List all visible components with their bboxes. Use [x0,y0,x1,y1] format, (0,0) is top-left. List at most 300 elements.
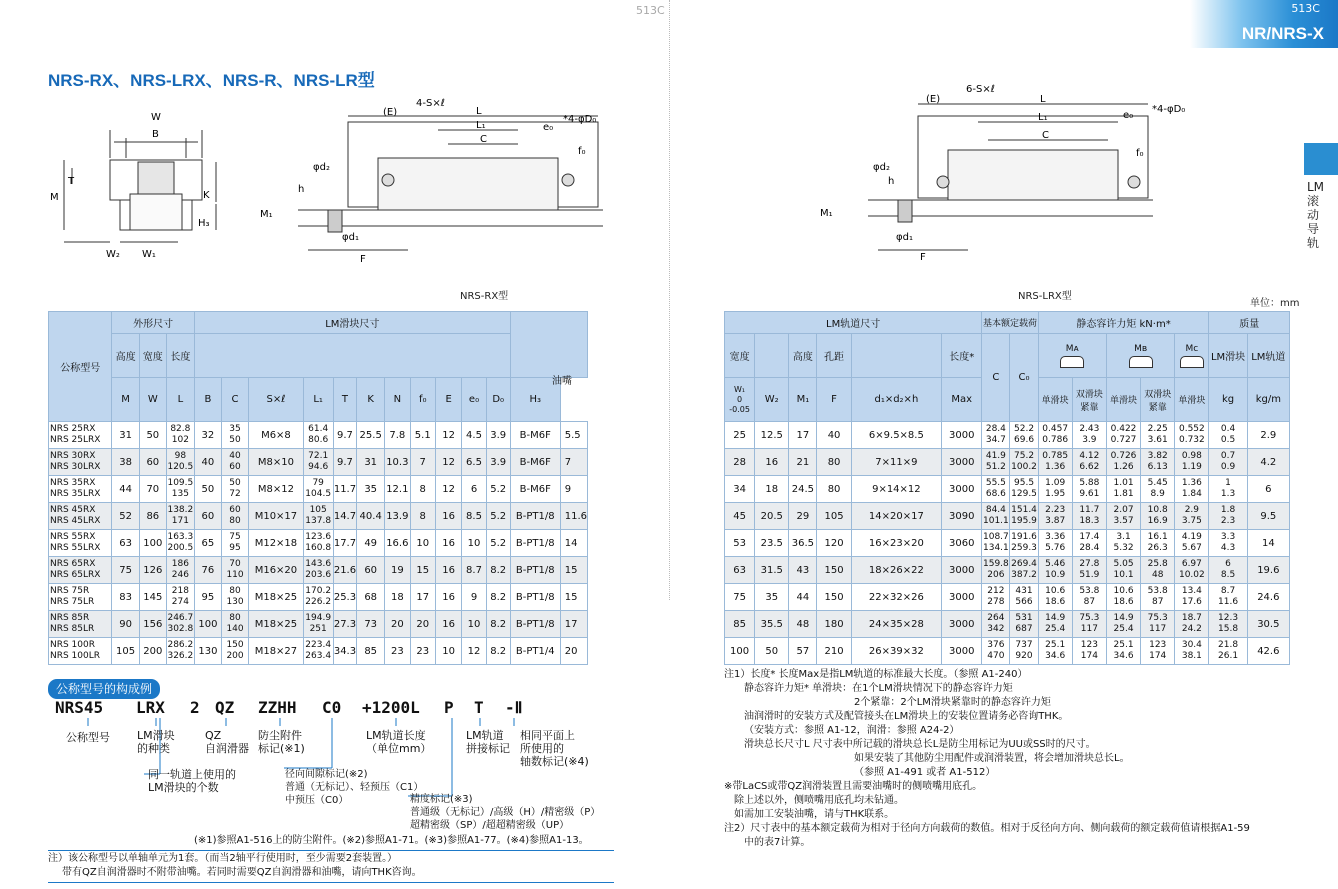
cell-line: 61.4 [308,424,329,434]
cell-line: 123 [1080,640,1098,650]
cell-line: 251 [309,624,327,634]
cell-line: 1.36 [1045,462,1066,472]
cell-kgm: 19.6 [1247,557,1289,584]
cell-line: 3.61 [1147,435,1168,445]
note-line: （参照 A1-491 或者 A1-512） [854,767,996,778]
th-symbol-r: 单滑块 [1175,378,1209,422]
table-row [49,422,588,449]
cell-max: 3000 [942,611,982,638]
cell-line: 1.09 [1045,478,1066,488]
cell-line: 72 [229,489,241,499]
cell-line: 38.1 [1181,651,1202,661]
moment-diagram-icon [1180,356,1204,368]
cell-d: 24×35×28 [851,611,941,638]
cell-W2: 23.5 [755,530,789,557]
cell-line: 269.4 [1011,559,1037,569]
cell-line: 212 [987,586,1005,596]
label-clearance-3: 中预压（C0） [285,795,349,806]
label-axis-3: 轴数标记(※4) [520,755,589,768]
cell-T: 25.3 [333,584,357,611]
cell-T: 11.7 [333,476,357,503]
cell-grease: B-PT1/8 [510,503,560,530]
label-accuracy-2: 普通级（无标记）/高级（H）/精密级（P） [410,807,601,818]
cell-C [222,476,249,503]
th-grease [510,312,587,378]
cell-line: 0.422 [1110,424,1137,434]
cell-f0: 15 [410,557,435,584]
cell-line: 1.81 [1113,489,1134,499]
cell-kg [1209,422,1247,449]
cell-MB2 [1141,530,1175,557]
th-symbol: M [112,378,139,422]
cell-model [49,584,112,611]
cell-W: 100 [139,530,166,557]
cell-MA2 [1072,449,1106,476]
cell-T: 14.7 [333,503,357,530]
label-seal-2: 标记(※1) [258,742,305,755]
cell-e0: 9 [462,584,486,611]
th-symbol-r: M₁ [789,378,817,422]
label-seal [258,729,305,755]
cell-kg [1209,557,1247,584]
cell-line: 246.7 [167,613,194,623]
cell-line: 105 [309,505,327,515]
cell-grease: B-PT1/8 [510,584,560,611]
th-symbol-r: 双滑块紧靠 [1072,378,1106,422]
dim-label-d2: φd₂ [313,162,330,173]
table-row [49,638,588,665]
page-number-right: 513C [1291,2,1320,15]
label-type-1: LM滑块 [137,729,175,742]
cell-W1: 63 [725,557,755,584]
label-clearance-1: 径向间隙标记(※2) [285,769,368,780]
cell-line: 34.6 [1113,651,1134,661]
cell-line: 11.6 [1218,597,1239,607]
cell-line: 203.6 [305,570,332,580]
cell-W1: 53 [725,530,755,557]
notes-right [724,668,1284,850]
label-accuracy-3: 超精密级（SP）/超超精密级（UP） [410,820,570,831]
cell-line: 195.9 [1011,516,1037,526]
note-line: 注2）尺寸表中的基本额定载荷为相对于径向方向载荷的数值。相对于反径向方向、侧向载荷的额定载荷值请根据A1-59 [724,823,1250,834]
cell-M: 83 [112,584,139,611]
table-row [725,476,1290,503]
cell-C [222,611,249,638]
cell-F: 105 [817,503,851,530]
cell-T: 21.6 [333,557,357,584]
cell-line: 1.19 [1181,462,1202,472]
cell-N: 18 [384,584,410,611]
th-symbol-r: 单滑块 [1038,378,1072,422]
th-symbol-r: 双滑块紧靠 [1141,378,1175,422]
th-symbol-r: F [817,378,851,422]
cell-MC [1175,449,1209,476]
cell-kgm: 9.5 [1247,503,1289,530]
cell-M: 90 [112,611,139,638]
model-line: NRS 45LRX [50,516,101,526]
cell-B: 60 [194,503,221,530]
model-line: NRS 25RX [50,424,96,434]
cell-line: 16.1 [1147,532,1168,542]
cell-line: 8.5 [1220,570,1236,580]
th-rating-sub: C₀ [1010,334,1038,422]
cell-line: 737 [1015,640,1033,650]
cell-line: 174 [1149,651,1167,661]
cell-MB1 [1106,449,1140,476]
cell-kgm: 6 [1247,476,1289,503]
cell-L [166,557,194,584]
cell-C [982,503,1010,530]
cell-model [49,449,112,476]
cell-line: 70 [229,559,241,569]
cell-line: 80 [229,613,241,623]
code-segment: NRS45 [55,698,104,717]
cell-K: 31 [357,449,385,476]
note-divider-bottom [48,882,614,883]
cell-line: 100.2 [1011,462,1037,472]
cell-line: 0.98 [1181,451,1202,461]
cell-model [49,422,112,449]
cell-line: 200 [226,651,244,661]
cell-M1: 44 [789,584,817,611]
cell-C [982,449,1010,476]
label-accuracy-1: 精度标记(※3) [410,794,473,805]
cell-W: 200 [139,638,166,665]
table-row [725,638,1290,665]
cell-W: 126 [139,557,166,584]
cell-kgm: 42.6 [1247,638,1289,665]
cell-L1 [303,638,333,665]
th-symbol-r: Max [942,378,982,422]
cell-C0 [1010,557,1038,584]
cell-line: 80 [229,586,241,596]
cell-M: 31 [112,422,139,449]
label-qz-1: QZ [205,729,222,742]
cell-W1: 25 [725,422,755,449]
table-row [725,557,1290,584]
cell-f0: 8 [410,476,435,503]
cell-line: 531 [1015,613,1033,623]
cell-MC [1175,530,1209,557]
cell-kgm: 4.2 [1247,449,1289,476]
dim-label-M: M [50,192,59,203]
cell-C [222,638,249,665]
cell-line: 342 [987,624,1005,634]
model-line: NRS 75LR [50,597,95,607]
cell-C [982,422,1010,449]
cell-W1: 85 [725,611,755,638]
cell-B: 65 [194,530,221,557]
model-line: NRS 75R [50,586,90,596]
model-line: NRS 85R [50,613,90,623]
cell-H3: 15 [560,584,587,611]
cell-line: 8.9 [1150,489,1165,499]
cell-line: 687 [1015,624,1033,634]
cell-line: 28.4 [985,424,1006,434]
cell-line: 0.9 [1220,462,1236,472]
cell-line: 10.8 [1147,505,1168,515]
cell-line: 10.6 [1113,586,1134,596]
cell-max: 3000 [942,422,982,449]
cell-MB2 [1141,422,1175,449]
th-rail-sub: 孔距 [817,334,851,378]
cell-line: 143.6 [305,559,332,569]
cell-F: 80 [817,449,851,476]
cell-line: 302.8 [167,624,194,634]
cell-W2: 35 [755,584,789,611]
cell-E: 12 [435,449,462,476]
cell-D0: 5.2 [486,476,510,503]
th-rail-sub [851,334,941,378]
cell-line: 69.6 [1014,435,1035,445]
cell-max: 3000 [942,584,982,611]
cell-line: 1.36 [1181,478,1202,488]
cell-line: 108.7 [983,532,1009,542]
dim-label-W: W [151,112,161,123]
cell-line: 263.4 [305,651,332,661]
cell-W: 156 [139,611,166,638]
cell-MB1 [1106,503,1140,530]
spec-table-left [48,311,588,665]
side-view-diagram-lrx [818,84,1186,263]
cell-line: 40 [229,451,241,461]
th-width: 宽度 [139,334,166,378]
cell-MB2 [1141,584,1175,611]
code-segment: LRX [136,698,165,717]
cell-M: 105 [112,638,139,665]
cell-line: 160.8 [305,543,332,553]
cell-model [49,503,112,530]
label-count [148,768,236,794]
unit-label: 单位：mm [1250,298,1300,309]
cell-N: 12.1 [384,476,410,503]
cell-N: 23 [384,638,410,665]
cell-line: 18.3 [1079,516,1100,526]
th-rail-sub: 宽度 [725,334,755,378]
cell-model [49,530,112,557]
cell-MB2 [1141,638,1175,665]
cell-C0 [1010,530,1038,557]
cell-F: 120 [817,530,851,557]
cell-D0: 3.9 [486,422,510,449]
cell-M: 38 [112,449,139,476]
cell-W2: 50 [755,638,789,665]
sym-line: W₁ [734,384,746,394]
cell-L [166,503,194,530]
cell-e0: 8.5 [462,503,486,530]
label-qz-2: 自润滑器 [205,742,249,755]
model-line: NRS 35LRX [50,489,101,499]
cell-line: 25.8 [1147,559,1168,569]
cell-S: M6×8 [249,422,304,449]
cell-F: 40 [817,422,851,449]
code-segment: C0 [322,698,342,717]
cell-MB1 [1106,422,1140,449]
cell-line: 4.12 [1079,451,1100,461]
cell-C [222,422,249,449]
cell-MB1 [1106,584,1140,611]
table-row [49,503,588,530]
cell-line: 104.5 [305,489,332,499]
cell-line: 218 [171,586,189,596]
cell-line: 264 [987,613,1005,623]
dim-label-D0-lrx: *4-φD₀ [1152,104,1186,115]
cell-max: 3000 [942,557,982,584]
th-symbol: C [222,378,249,422]
cell-line: 9.61 [1079,489,1100,499]
cell-line: 3.75 [1181,516,1202,526]
note-line: 静态容许力矩* 单滑块：在1个LM滑块情况下的静态容许力矩 [744,683,1013,694]
cell-MB1 [1106,557,1140,584]
cell-line: 6 [1225,559,1231,569]
th-symbol: W [139,378,166,422]
cell-N: 20 [384,611,410,638]
table-row [725,611,1290,638]
cell-C0 [1010,638,1038,665]
dim-label-K: K [203,190,210,201]
dim-label-W2: W₂ [106,249,120,260]
code-segment: P [444,698,454,717]
cell-W2: 35.5 [755,611,789,638]
cell-line: 53.8 [1079,586,1100,596]
th-block: LM滑块尺寸 [194,312,510,334]
cell-MC [1175,503,1209,530]
cell-e0: 10 [462,530,486,557]
cell-line: 16.9 [1147,516,1168,526]
cell-W1: 100 [725,638,755,665]
th-rating-sub: C [982,334,1010,422]
cell-line: 34.6 [1045,651,1066,661]
th-moment-mc [1175,334,1209,378]
cell-W2: 16 [755,449,789,476]
cell-T: 9.7 [333,422,357,449]
th-moment-mb [1106,334,1174,378]
diagram-caption-lrx: NRS-LRX型 [1018,291,1072,302]
cell-grease: B-PT1/8 [510,557,560,584]
cell-line: 1.8 [1220,505,1236,515]
cell-line: 109.5 [167,478,194,488]
cell-line: 151.4 [1011,505,1037,515]
cell-MA2 [1072,611,1106,638]
cell-B: 76 [194,557,221,584]
cell-MC [1175,476,1209,503]
code-segment: 2 [190,698,200,717]
diagram-caption-rx: NRS-RX型 [460,291,509,302]
cell-MC [1175,422,1209,449]
cell-W1: 34 [725,476,755,503]
cell-line: 0.786 [1042,435,1069,445]
cell-S: M10×17 [249,503,304,530]
cell-d: 18×26×22 [851,557,941,584]
cell-N: 19 [384,557,410,584]
cell-B: 40 [194,449,221,476]
code-segment: T [474,698,484,717]
cell-line: 5.88 [1079,478,1100,488]
table-row [725,503,1290,530]
cell-line: 0.4 [1220,424,1236,434]
th-symbol: L [166,378,194,422]
note-line: 油润滑时的安装方式及配管接头在LM滑块上的安装位置请务必咨询THK。 [744,711,1069,722]
cell-MA2 [1072,584,1106,611]
cell-line: 51.2 [985,462,1006,472]
cell-line: 376 [987,640,1005,650]
cell-line: 206 [987,570,1005,580]
cell-line: 117 [1149,624,1167,634]
cell-MA1 [1038,611,1072,638]
model-line: NRS 45RX [50,505,96,515]
label-length-1: LM轨道长度 [366,729,426,742]
cell-line: 120.5 [167,462,194,472]
table-row [725,422,1290,449]
cell-S: M18×27 [249,638,304,665]
cell-MB1 [1106,476,1140,503]
cell-W: 50 [139,422,166,449]
cell-f0: 20 [410,611,435,638]
cell-line: 326.2 [167,651,194,661]
table-row [49,449,588,476]
dim-label-S: 4-S×ℓ [416,98,445,109]
cell-line: 2.07 [1113,505,1134,515]
cell-line: 140 [226,624,244,634]
cell-line: 25.1 [1045,640,1066,650]
spec-table-right [724,311,1290,665]
cell-line: 102 [171,435,189,445]
cell-e0: 6 [462,476,486,503]
cell-line: 130 [226,597,244,607]
model-line: NRS 30LRX [50,462,101,472]
cell-line: 25.1 [1113,640,1134,650]
cell-W1: 45 [725,503,755,530]
th-symbol: S×ℓ [249,378,304,422]
cell-line: 25.4 [1113,624,1134,634]
th-symbol: T [333,378,357,422]
cell-N: 7.8 [384,422,410,449]
cell-f0: 5.1 [410,422,435,449]
cell-d: 9×14×12 [851,476,941,503]
cell-L1 [303,449,333,476]
cell-L [166,611,194,638]
cell-line: 14.9 [1045,613,1066,623]
cell-L1 [303,557,333,584]
brand-title: NR/NRS-X [1241,24,1324,43]
cell-max: 3000 [942,449,982,476]
model-line: NRS 85LR [50,624,95,634]
cell-K: 73 [357,611,385,638]
table-row [49,611,588,638]
cell-C [982,638,1010,665]
cell-K: 25.5 [357,422,385,449]
cell-N: 16.6 [384,530,410,557]
cell-line: 226.2 [305,597,332,607]
th-symbol: H₃ [510,378,560,422]
cell-M1: 43 [789,557,817,584]
cell-MB1 [1106,611,1140,638]
cell-line: 25.4 [1045,624,1066,634]
cell-C0 [1010,449,1038,476]
dim-label-d2-lrx: φd₂ [873,162,890,173]
label-accuracy [410,793,600,832]
cell-W1: 75 [725,584,755,611]
cell-line: 150 [226,640,244,650]
cell-line: 18.6 [1113,597,1134,607]
cell-M1: 24.5 [789,476,817,503]
cell-line: 191.6 [1011,532,1037,542]
cell-K: 60 [357,557,385,584]
cell-line: 50 [229,435,241,445]
cell-line: 98 [174,451,187,461]
table-row [725,449,1290,476]
cell-MA1 [1038,638,1072,665]
